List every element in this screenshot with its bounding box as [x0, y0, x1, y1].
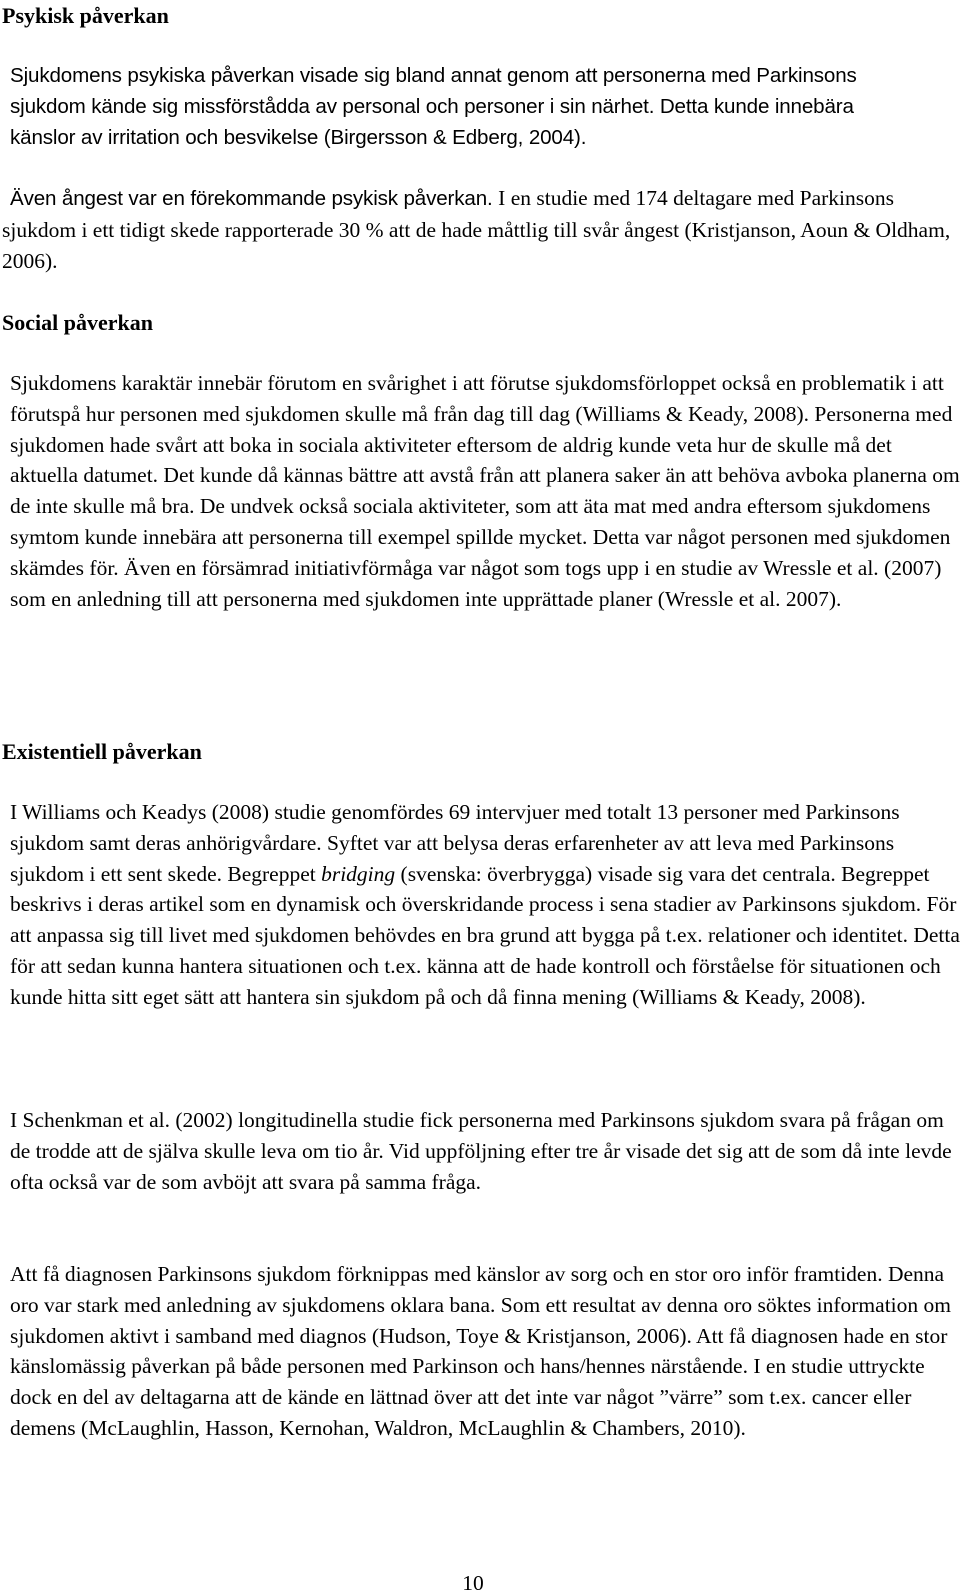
paragraph-anxiety-intro: Även ångest var en förekommande psykisk påverkan. [10, 187, 499, 210]
paragraph-psychological-anxiety [2, 183, 952, 276]
paragraph-existential-longitudinal: I Schenkman et al. (2002) longitudinella studie fick personerna med Parkinsons sjukdom svara på frågan om de trodde att de själva skulle leva om tio år. Vid uppföljning efter tre år visade det sig att de som då inte levde ofta också var de som avböjt att svara på samma fråga. [10, 1108, 952, 1194]
paragraph-bridging-before: I Williams och Keadys (2008) studie genomfördes 69 intervjuer med totalt 13 personer med Parkinsons sjukdom samt deras anhörigvårdare. Syftet var att belysa deras erfarenheter av att leva med Parkinsons sjukdom i ett sent skede. Begreppet [10, 800, 900, 886]
paragraph-existential-diagnosis: Att få diagnosen Parkinsons sjukdom förknippas med känslor av sorg och en stor oro inför framtiden. Denna oro var stark med anledning av sjukdomens oklara bana. Som ett resultat av denna oro söktes information om sjukdomen aktivt i samband med diagnos (Hudson, Toye & Kristjanson, 2006). Att få diagnosen hade en stor känslomässig påverkan på både personen med Parkinson och hans/hennes närstående. I en studie uttryckte dock en del av deltagarna att de kände en lättnad över att det inte var något ”värre” som t.ex. cancer eller demens (McLaughlin, Hasson, Kernohan, Waldron, McLaughlin & Chambers, 2010). [10, 1262, 951, 1440]
paragraph-psychological-misunderstood: Sjukdomens psykiska påverkan visade sig bland annat genom att personerna med Parkinsons sjukdom kände sig missförstådda av personal och personer i sin närhet. Detta kunde innebära känslor av irritation och besvikelse (Birgersson & Edberg, 2004). [10, 64, 857, 149]
page-number: 10 [462, 1571, 484, 1595]
heading-existential-impact: Existentiell påverkan [2, 739, 202, 764]
term-bridging: bridging [321, 861, 396, 886]
heading-social-impact: Social påverkan [2, 310, 153, 335]
paragraph-bridging-after: (svenska: överbrygga) visade sig vara det centrala. Begreppet beskrivs i deras artikel som en dynamisk och överskridande process i sena stadier av Parkinsons sjukdom. För att anpassa sig till livet med sjukdomen behövdes en bra grund att bygga på t.ex. relationer och identitet. Detta för att sedan kunna hantera situationen och t.ex. känna att de hade kontroll och förståelse för situationen och kunde hitta sitt eget sätt att hantera sin sjukdom på och då finna mening (Williams & Keady, 2008). [10, 861, 960, 1009]
paragraph-social-impact: Sjukdomens karaktär innebär förutom en svårighet i att förutse sjukdomsförloppet också en problematik i att förutspå hur personen med sjukdomen skulle må från dag till dag (Williams & Keady, 2008). Personerna med sjukdomen hade svårt att boka in sociala aktiviteter eftersom de aldrig kunde veta hur de skulle må det aktuella datumet. Det kunde då kännas bättre att avstå från att planera saker än att behöva avboka planerna om de inte skulle må bra. De undvek också sociala aktiviteter, som att äta mat med andra eftersom sjukdomens symtom kunde innebära att personerna till exempel spillde mycket. Detta var något personen med sjukdomen skämdes för. Även en försämrad initiativförmåga var något som togs upp i en studie av Wressle et al. (2007) som en anledning till att personerna med sjukdomen inte upprättade planer (Wressle et al. 2007). [10, 371, 960, 611]
heading-psychological-impact: Psykisk påverkan [2, 3, 169, 28]
paragraph-anxiety-study: I en studie med 174 deltagare med Parkinsons sjukdom i ett tidigt skede rapporterade 30 % att de hade måttlig till svår ångest (Kristjanson, Aoun & Oldham, 2006). [2, 186, 951, 273]
paragraph-existential-bridging [2, 797, 960, 1013]
